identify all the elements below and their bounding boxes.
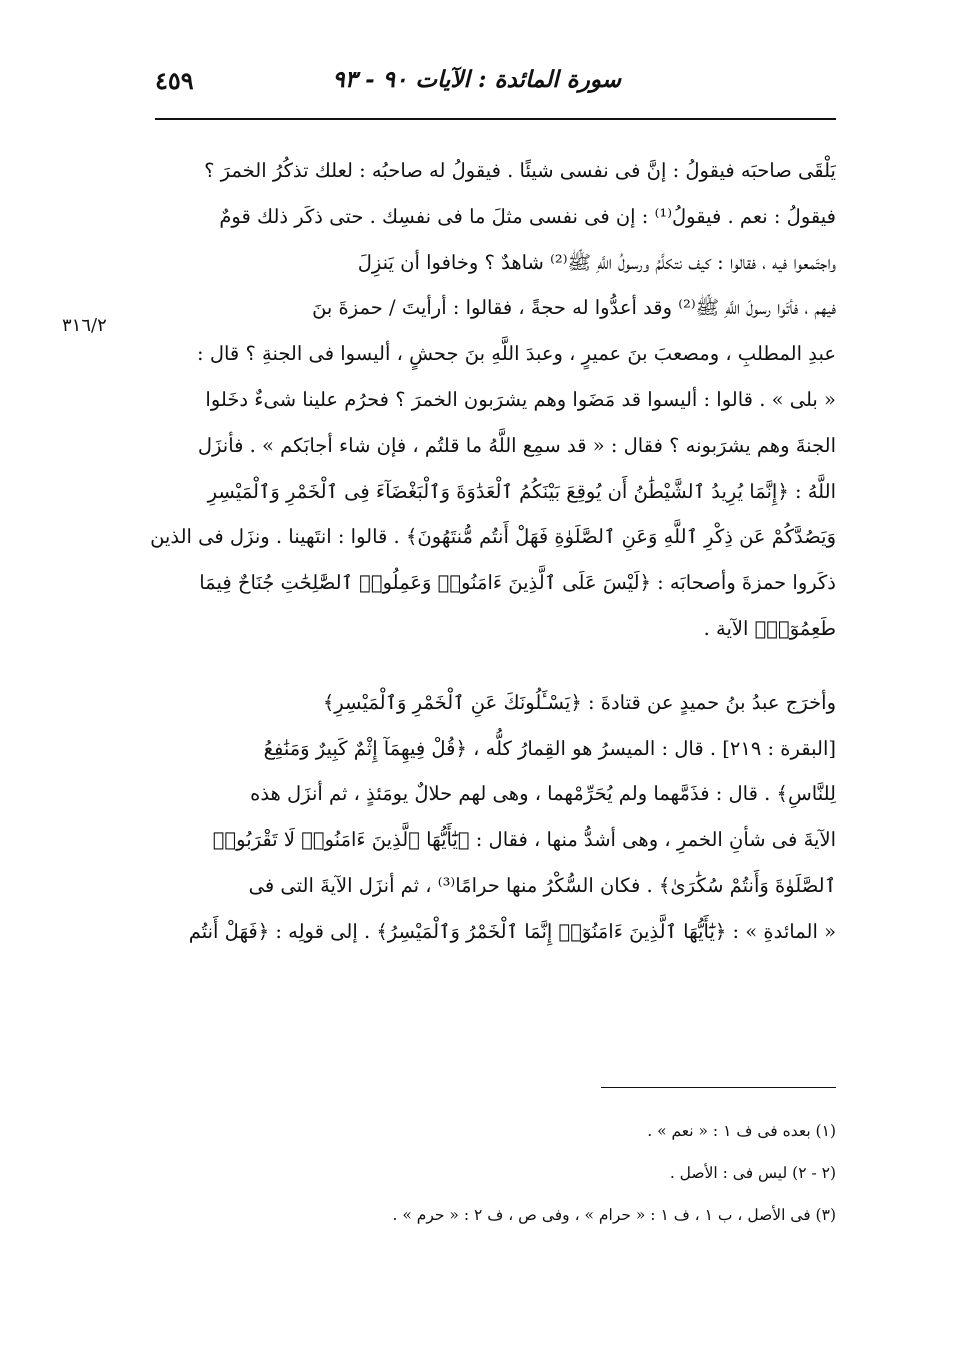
paragraph-gap xyxy=(155,652,836,680)
text-line: « المائدةِ » : ﴿يَٰٓأَيُّهَا ٱلَّذِينَ ءَامَنُوٓا۟ إِنَّمَا ٱلْخَمْرُ وَٱلْمَيْسِرُ﴾ . إلى قولِه : ﴿فَهَلْ أَنتُم xyxy=(188,919,836,943)
text-line: الآيةَ فى شأنِ الخمرِ ، وهى أشدُّ منها ، فقال : ﴿يَٰٓأَيُّهَا ٱلَّذِينَ ءَامَنُوا۟ لَا تَقْرَبُوا۟ xyxy=(212,828,836,852)
text-line: اللَّهُ : ﴿إِنَّمَا يُرِيدُ ٱلشَّيْطَٰنُ أَن يُوقِعَ بَيْنَكُمُ ٱلْعَدَٰوَةَ وَٱلْبَغْضَآءَ فِى ٱلْخَمْرِ وَٱلْمَيْسِرِ xyxy=(207,479,836,503)
footnote-rule xyxy=(601,1087,836,1088)
footnote-2: (٢ - ٢) ليس فى : الأصل . xyxy=(669,1164,836,1182)
text-line: ٱلصَّلَوٰةَ وَأَنتُمْ سُكَٰرَىٰ﴾ . فكان السُّكْرُ منها حرامًا⁽³⁾ ، ثم أنزَل الآيةَ التى فى xyxy=(248,873,836,897)
text-line: عبدِ المطلبِ ، ومصعبَ بنَ عميرٍ ، وعبدَ اللَّهِ بنَ جحشٍ ، أليسوا فى الجنةِ ؟ قال : xyxy=(197,342,836,366)
text-line: [البقرة : ٢١٩] . قال : الميسرُ هو القِمارُ كلُّه ، ﴿قُلْ فِيهِمَآ إِثْمٌ كَبِيرٌ وَمَنَٰفِعُ xyxy=(263,736,836,760)
page-header xyxy=(155,62,836,110)
margin-reference: ٣١٦/٢ xyxy=(62,315,107,336)
text-line: فيقولُ : نعم . فيقولُ⁽¹⁾ : إن فى نفسى مثلَ ما فى نفسِك . حتى ذكَر ذلك قومٌ xyxy=(219,204,836,228)
text-line: طَعِمُوٓا۟﴾ الآية . xyxy=(703,616,836,640)
text-line: وأخرَج عبدُ بنُ حميدٍ عن قتادةَ : ﴿يَسْـَٔلُونَكَ عَنِ ٱلْخَمْرِ وَٱلْمَيْسِرِ﴾ xyxy=(322,690,836,714)
footnotes xyxy=(155,1110,836,1236)
footnote-3: (٣) فى الأصل ، ب ١ ، ف ١ : « حرام » ، وفى ص ، ف ٢ : « حرم » . xyxy=(392,1206,836,1224)
footnote-1: (١) بعده فى ف ١ : « نعم » . xyxy=(647,1122,836,1140)
text-line: فيهم ، فأتَوا رسولَ اللَّهِ ﷺ⁽²⁾ وقد أعدُّوا له حجةً ، فقالوا : أرأيتَ / حمزةَ بنَ xyxy=(312,296,836,320)
text-line: واجتَمعوا فيه ، فقالوا : كيف نتكلَّمُ ورسولُ اللَّهِ ﷺ⁽²⁾ شاهدٌ ؟ وخافوا أن يَنزِلَ xyxy=(357,250,836,274)
text-line: الجنةَ وهم يشرَبونه ؟ فقال : « قد سمِع اللَّهُ ما قلتُم ، فإن شاء أجابَكم » . فأنزَل xyxy=(197,433,836,457)
text-line: « بلى » . قالوا : أليسوا قد مَضَوا وهم يشرَبون الخمرَ ؟ فحرُم علينا شىءٌ دخَلوا xyxy=(205,387,836,411)
text-line: يَلْقَى صاحبَه فيقولُ : إنَّ فى نفسى شيئًا . فيقولُ له صاحبُه : لعلك تذكُرُ الخمرَ ؟ xyxy=(204,159,836,182)
header-rule xyxy=(155,118,836,120)
page-number: ٤٥٩ xyxy=(155,66,194,95)
text-line: ذكَروا حمزةَ وأصحابَه : ﴿لَيْسَ عَلَى ٱلَّذِينَ ءَامَنُوا۟ وَعَمِلُوا۟ ٱلصَّٰلِحَٰتِ جُنَاحٌ فِيمَا xyxy=(199,571,836,595)
text-line: لِلنَّاسِ﴾ . قال : فذَمَّهما ولم يُحَرِّمْهما ، وهى لهم حلالٌ يومَئذٍ ، ثم أنزَل هذه xyxy=(250,782,836,806)
running-title: سورة المائدة : الآيات ٩٠ - ٩٣ xyxy=(332,66,621,93)
body-text xyxy=(150,148,836,955)
text-line: وَيَصُدَّكُمْ عَن ذِكْرِ ٱللَّهِ وَعَنِ ٱلصَّلَوٰةِ فَهَلْ أَنتُم مُّنتَهُونَ﴾ . قالوا : انتَهينا . ونزَل فى الذين xyxy=(150,525,836,549)
